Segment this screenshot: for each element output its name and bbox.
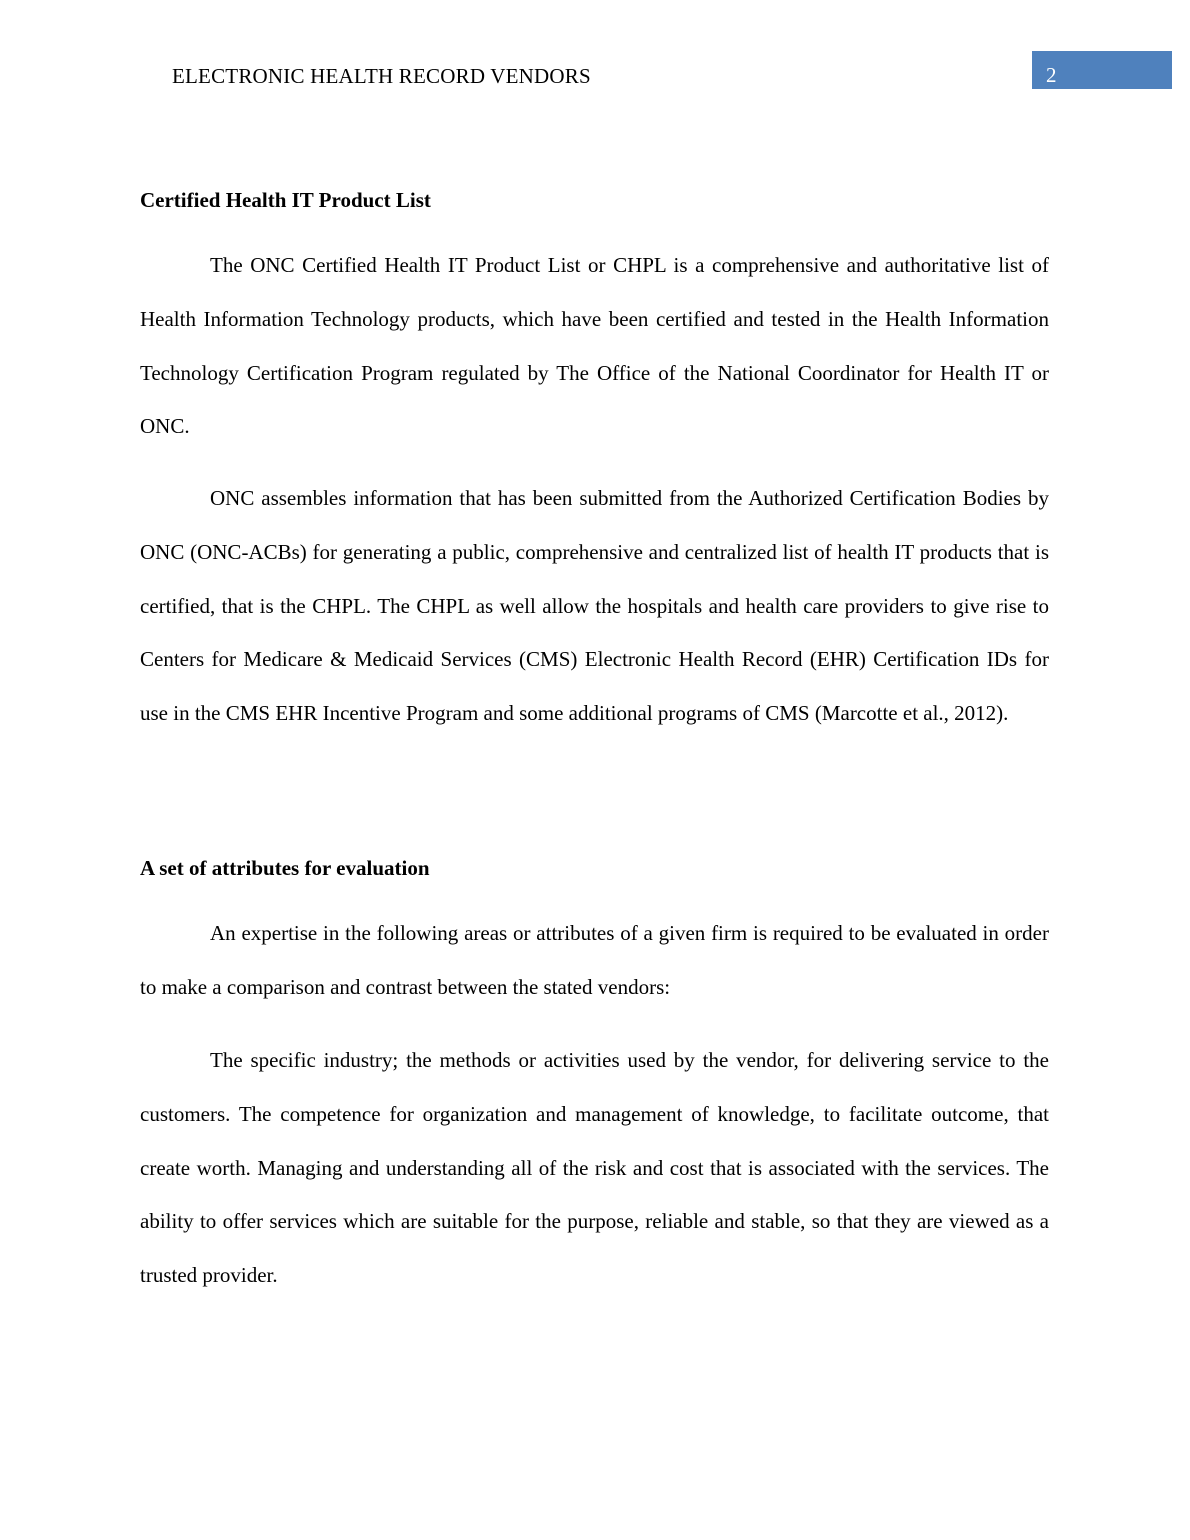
paragraph-chpl-definition: The ONC Certified Health IT Product List or CHPL is a comprehensive and authoritative list of Health Information Technology products, which have been certified and tested in the Health Information Technology Certification Program regulated by The Office of the National Coordinator for Health IT or ONC. [140,253,1049,439]
page-number: 2 [1046,63,1057,87]
section-heading-attributes: A set of attributes for evaluation [140,856,430,880]
paragraph-chpl-assembly: ONC assembles information that has been submitted from the Authorized Certification Bodies by ONC (ONC-ACBs) for generating a public, comprehensive and centralized list of health IT products that is certified, that is the CHPL. The CHPL as well allow the hospitals and health care providers to give rise to Centers for Medicare & Medicaid Services (CMS) Electronic Health Record (EHR) Certification IDs for use in the CMS EHR Incentive Program and some additional programs of CMS (Marcotte et al., 2012). [140,486,1049,726]
running-head: ELECTRONIC HEALTH RECORD VENDORS [172,64,591,88]
page-number-box [1032,51,1172,89]
section-heading-chpl: Certified Health IT Product List [140,188,431,212]
paragraph-attributes-intro: An expertise in the following areas or attributes of a given firm is required to be evaluated in order to make a comparison and contrast between the stated vendors: [140,921,1049,999]
paragraph-attributes-detail: The specific industry; the methods or activities used by the vendor, for delivering service to the customers. The competence for organization and management of knowledge, to facilitate outcome, that create worth. Managing and understanding all of the risk and cost that is associated with the services. The ability to offer services which are suitable for the purpose, reliable and stable, so that they are viewed as a trusted provider. [140,1048,1049,1288]
